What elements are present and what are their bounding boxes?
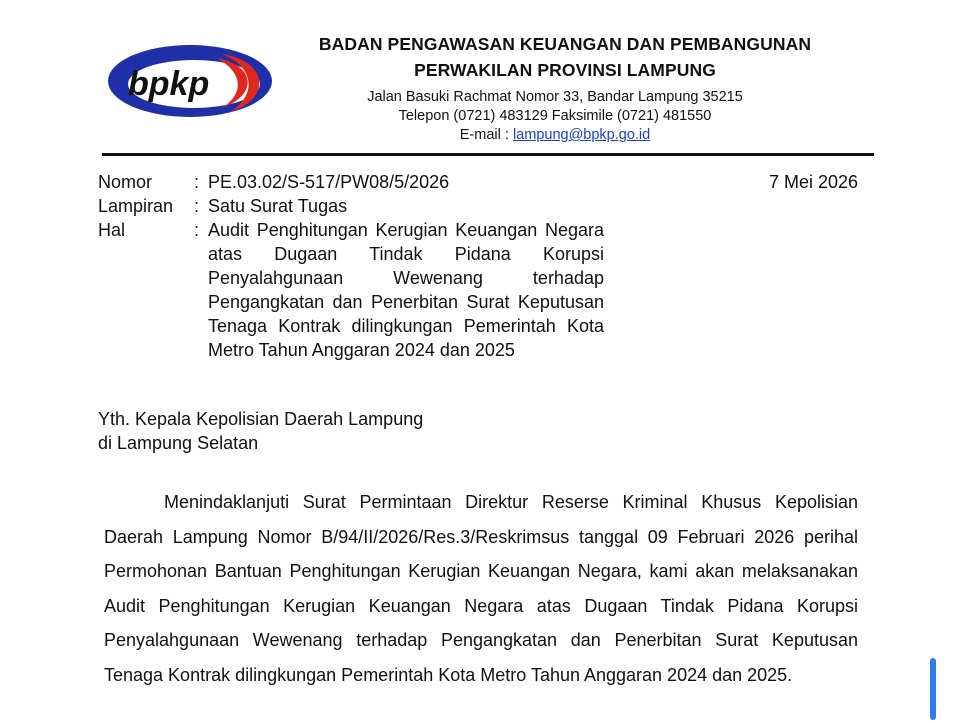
lampiran-colon: : [194, 196, 200, 216]
office-phone-fax: Telepon (0721) 483129 Faksimile (0721) 481550 [398, 108, 712, 124]
meta-row-lampiran [98, 194, 604, 218]
recipient-line1: Yth. Kepala Kepolisian Daerah Lampung [98, 409, 424, 429]
hal-value: Audit Penghitungan Kerugian Keuangan Negara atas Dugaan Tindak Pidana Korupsi Penyalahgunaan Wewenang terhadap Pengangkatan dan Penerbitan Surat Keputusan Tenaga Kontrak dilingkungan Pemerintah Kota Metro Tahun Anggaran 2024 dan 2025 [208, 220, 604, 360]
nomor-colon: : [194, 172, 200, 192]
nomor-label: Nomor [98, 172, 153, 192]
letter-date: 7 Mei 2026 [768, 172, 858, 192]
lampiran-value: Satu Surat Tugas [208, 196, 348, 216]
hal-label: Hal [98, 220, 126, 240]
recipient [98, 407, 423, 455]
letterhead [0, 0, 966, 160]
email-label: E-mail : [459, 127, 509, 143]
office-address: Jalan Basuki Rachmat Nomor 33, Bandar Lampung 35215 [367, 89, 743, 105]
org-name-line2: PERWAKILAN PROVINSI LAMPUNG [414, 60, 716, 80]
org-name-line1: BADAN PENGAWASAN KEUANGAN DAN PEMBANGUNAN [318, 34, 812, 54]
nomor-value: PE.03.02/S-517/PW08/5/2026 [208, 172, 450, 192]
logo-wordmark: bpkp [128, 65, 210, 103]
letter-meta [98, 170, 604, 362]
meta-row-hal [98, 218, 604, 362]
body-paragraph: Menindaklanjuti Surat Permintaan Direktur Reserse Kriminal Khusus Kepolisian Daerah Lampung Nomor B/94/II/2026/Res.3/Reskrimsus tanggal 09 Februari 2026 perihal Permohonan Bantuan Penghitungan Kerugian Keuangan Negara, kami akan melaksanakan Audit Penghitungan Kerugian Keuangan Negara atas Dugaan Tindak Pidana Korupsi Penyalahgunaan Wewenang terhadap Pengangkatan dan Penerbitan Surat Keputusan Tenaga Kontrak dilingkungan Pemerintah Kota Metro Tahun Anggaran 2024 dan 2025. [104, 492, 858, 685]
office-email [320, 126, 790, 145]
letterhead-divider [102, 153, 874, 156]
meta-row-nomor [98, 170, 604, 194]
scroll-indicator[interactable] [930, 658, 936, 720]
lampiran-label: Lampiran [98, 196, 174, 216]
recipient-line2: di Lampung Selatan [98, 433, 259, 453]
email-link[interactable]: lampung@bpkp.go.id [512, 127, 651, 143]
hal-colon: : [194, 220, 200, 240]
